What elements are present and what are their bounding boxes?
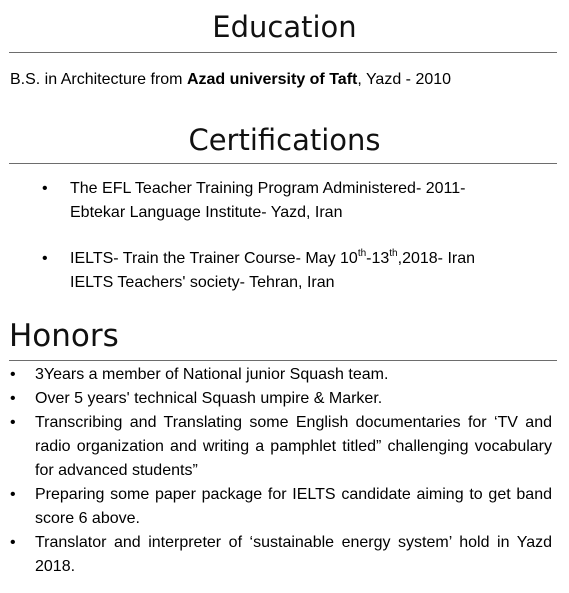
certification-line: Ebtekar Language Institute- Yazd, Iran <box>70 204 343 221</box>
certification-text: -13 <box>366 250 390 267</box>
certifications-heading: Certifications <box>188 123 381 157</box>
certification-line: The EFL Teacher Training Program Administered- 2011- <box>70 180 466 197</box>
honors-list <box>10 363 552 579</box>
education-university: Azad university of Taft <box>186 71 358 88</box>
education-heading: Education <box>212 10 357 44</box>
bullet-icon: • <box>10 534 16 551</box>
certification-text: IELTS- Train the Trainer Course- May 10 <box>70 250 358 267</box>
certifications-divider <box>9 163 557 164</box>
list-item <box>10 411 552 483</box>
honor-text: Over 5 years' technical Squash umpire & Marker. <box>35 390 383 407</box>
honor-text: Transcribing and Translating some English documentaries for ‘TV and radio organization and writing a pamphlet titled” challenging vocabulary for advanced students” <box>35 414 552 479</box>
bullet-icon: • <box>42 250 48 267</box>
certification-line: IELTS Teachers' society- Tehran, Iran <box>70 274 335 291</box>
bullet-icon: • <box>10 486 16 503</box>
education-divider <box>9 52 557 53</box>
list-item <box>10 531 552 579</box>
education-entry <box>10 71 451 89</box>
certification-text: ,2018- Iran <box>397 250 476 267</box>
superscript: th <box>389 247 398 259</box>
list-item <box>10 483 552 531</box>
list-item <box>10 363 552 387</box>
honor-text: Preparing some paper package for IELTS candidate aiming to get band score 6 above. <box>35 486 552 527</box>
education-location: , Yazd - 2010 <box>357 71 452 88</box>
bullet-icon: • <box>10 414 16 431</box>
list-item <box>10 387 552 411</box>
bullet-icon: • <box>42 180 48 197</box>
superscript: th <box>357 247 367 259</box>
bullet-icon: • <box>10 390 16 407</box>
honor-text: Translator and interpreter of ‘sustainable energy system’ hold in Yazd 2018. <box>35 534 552 575</box>
education-degree: B.S. in Architecture from <box>10 71 187 88</box>
honors-divider <box>9 360 557 361</box>
certification-line <box>70 247 475 271</box>
bullet-icon: • <box>10 366 16 383</box>
honors-heading: Honors <box>9 318 119 354</box>
honor-text: 3Years a member of National junior Squash team. <box>35 366 389 383</box>
